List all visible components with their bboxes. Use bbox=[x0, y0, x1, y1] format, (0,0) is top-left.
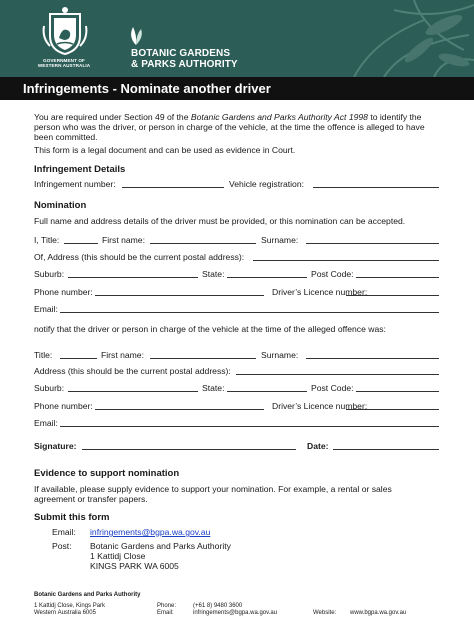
page-title: Infringements - Nominate another driver bbox=[23, 81, 271, 96]
footer-email-label: Email: bbox=[157, 610, 174, 616]
suburb-label-2: Suburb: bbox=[34, 383, 65, 393]
gov-line1: GOVERNMENT OF bbox=[43, 58, 85, 63]
email-label-2: Email: bbox=[34, 418, 58, 428]
surname-field-2[interactable] bbox=[306, 358, 439, 359]
gov-line2: WESTERN AUSTRALIA bbox=[37, 63, 91, 68]
post-code-label-2: Post Code: bbox=[311, 383, 354, 393]
surname-label-2: Surname: bbox=[261, 350, 299, 360]
act-name: Botanic Gardens and Parks Authority Act 1998 bbox=[190, 112, 368, 122]
intro-paragraph bbox=[34, 112, 442, 142]
suburb-label: Suburb: bbox=[34, 269, 65, 279]
post-code-label: Post Code: bbox=[311, 269, 354, 279]
suburb-field[interactable] bbox=[68, 277, 198, 278]
first-name-field-2[interactable] bbox=[150, 358, 256, 359]
org-line1: BOTANIC GARDENS bbox=[131, 48, 231, 59]
surname-field[interactable] bbox=[306, 243, 439, 244]
vehicle-registration-label: Vehicle registration: bbox=[229, 179, 304, 189]
header-banner bbox=[0, 0, 474, 77]
signature-field[interactable] bbox=[82, 449, 296, 450]
infringement-number-label: Infringement number: bbox=[34, 179, 116, 189]
title-bar bbox=[0, 77, 474, 100]
evidence-heading: Evidence to support nomination bbox=[34, 468, 180, 479]
submit-heading: Submit this form bbox=[34, 512, 110, 523]
address-label: Address (this should be the current postal address): bbox=[34, 366, 231, 376]
vehicle-registration-field[interactable] bbox=[313, 187, 439, 188]
footer-website-label: Website: bbox=[313, 610, 337, 616]
footer-email[interactable]: infringements@bgpa.wa.gov.au bbox=[193, 610, 278, 616]
licence-label-2: Driver’s Licence number: bbox=[272, 401, 368, 411]
nomination-heading: Nomination bbox=[34, 200, 87, 211]
footer-addr1: 1 Kattidj Close, Kings Park bbox=[34, 603, 106, 609]
licence-field[interactable] bbox=[346, 295, 439, 296]
phone-field-2[interactable] bbox=[95, 409, 264, 410]
org-line2: & PARKS AUTHORITY bbox=[131, 59, 238, 70]
wa-government-crest-icon bbox=[40, 6, 90, 56]
submit-email-link[interactable]: infringements@bgpa.wa.gov.au bbox=[90, 527, 211, 537]
surname-label: Surname: bbox=[261, 235, 299, 245]
of-address-field[interactable] bbox=[253, 260, 439, 261]
licence-field-2[interactable] bbox=[346, 409, 439, 410]
title-field[interactable] bbox=[60, 358, 97, 359]
state-label-2: State: bbox=[202, 383, 225, 393]
post-code-field[interactable] bbox=[356, 277, 439, 278]
submit-email-label: Email: bbox=[52, 527, 76, 537]
state-field-2[interactable] bbox=[227, 391, 307, 392]
footer-addr2: Western Australia 6005 bbox=[34, 610, 96, 616]
phone-label-2: Phone number: bbox=[34, 401, 93, 411]
submit-post-label: Post: bbox=[52, 541, 72, 551]
footer-org: Botanic Gardens and Parks Authority bbox=[34, 592, 141, 598]
of-address-label: Of, Address (this should be the current postal address): bbox=[34, 252, 245, 262]
infringement-heading: Infringement Details bbox=[34, 164, 126, 175]
phone-label: Phone number: bbox=[34, 287, 93, 297]
post-line3: KINGS PARK WA 6005 bbox=[90, 561, 179, 571]
footer-phone-label: Phone: bbox=[157, 603, 177, 609]
intro-before: You are required under Section 49 of the bbox=[34, 112, 191, 122]
post-line1: Botanic Gardens and Parks Authority bbox=[90, 541, 231, 551]
state-label: State: bbox=[202, 269, 225, 279]
government-label bbox=[30, 58, 98, 68]
first-name-label-2: First name: bbox=[101, 350, 144, 360]
footer-website[interactable]: www.bgpa.wa.gov.au bbox=[350, 610, 407, 616]
phone-field[interactable] bbox=[95, 295, 264, 296]
date-label: Date: bbox=[307, 441, 329, 451]
i-title-label: I, Title: bbox=[34, 235, 60, 245]
date-field[interactable] bbox=[333, 449, 439, 450]
footer-phone: (+61 8) 9480 3600 bbox=[193, 603, 243, 609]
nomination-instruction: Full name and address details of the driver must be provided, or this nomination can be accepted. bbox=[34, 216, 406, 226]
email-field-2[interactable] bbox=[60, 426, 439, 427]
decorative-leaves-icon bbox=[294, 0, 474, 77]
post-code-field-2[interactable] bbox=[356, 391, 439, 392]
organisation-name bbox=[131, 48, 238, 70]
bgpa-leaf-logo-icon bbox=[125, 23, 147, 47]
intro-after: to identify the person who was the driver, or person in charge of the vehicle, at the time the offence is alleged to have been committed. bbox=[34, 112, 425, 142]
evidence-text-line2: agreement or transfer papers. bbox=[34, 494, 148, 504]
infringement-number-field[interactable] bbox=[122, 187, 224, 188]
email-label: Email: bbox=[34, 304, 58, 314]
first-name-field[interactable] bbox=[150, 243, 256, 244]
i-title-field[interactable] bbox=[64, 243, 98, 244]
licence-label: Driver’s Licence number: bbox=[272, 287, 368, 297]
title-label: Title: bbox=[34, 350, 53, 360]
legal-note: This form is a legal document and can be used as evidence in Court. bbox=[34, 145, 296, 155]
state-field[interactable] bbox=[227, 277, 307, 278]
address-field[interactable] bbox=[236, 374, 439, 375]
email-field[interactable] bbox=[60, 312, 439, 313]
signature-label: Signature: bbox=[34, 441, 77, 451]
evidence-text-line1: If available, please supply evidence to support your nomination. For example, a rental or sales bbox=[34, 484, 392, 494]
first-name-label: First name: bbox=[102, 235, 145, 245]
post-line2: 1 Kattidj Close bbox=[90, 551, 146, 561]
notify-text: notify that the driver or person in charge of the vehicle at the time of the alleged offence was: bbox=[34, 324, 386, 334]
suburb-field-2[interactable] bbox=[68, 391, 198, 392]
